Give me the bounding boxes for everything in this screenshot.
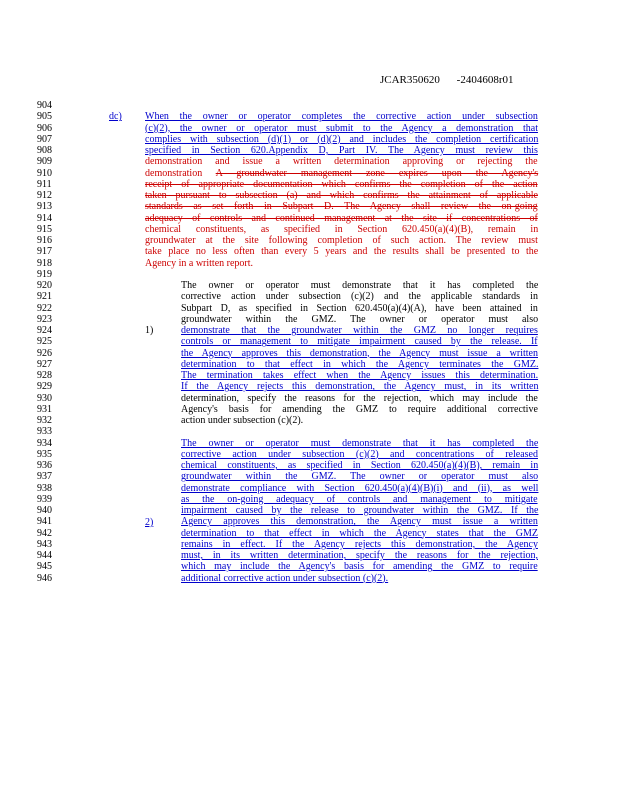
- item2_lines-line: impairment caused by the release to groundwater within the GMZ. If the: [181, 505, 539, 516]
- item1_lines-line: If the Agency rejects this demonstration, the Agency must, in its written: [181, 381, 539, 393]
- line-number: 912: [37, 190, 52, 201]
- item1_lines-line: demonstrate that the groundwater within the GMZ no longer requires: [181, 325, 538, 336]
- line-numbers: [37, 100, 52, 584]
- item1_lines-line: The owner or operator must demonstrate that it has completed the: [181, 280, 539, 291]
- para_lines-line: groundwater at the site following completion of such action. The review must: [145, 235, 538, 246]
- line-number: 920: [37, 280, 52, 291]
- item1_lines-line: determination to that effect in which the Agency terminates the GMZ.: [181, 358, 539, 370]
- item2_lines-line: additional corrective action under subsection (c)(2).: [181, 572, 389, 584]
- para_lines-line: (c)(2), the owner or operator must submit to the Agency a demonstration that: [145, 122, 538, 134]
- line-number: 937: [37, 471, 52, 483]
- line-number: 939: [37, 493, 52, 505]
- item1_lines-line: groundwater within the GMZ. The owner or operator must also: [181, 313, 539, 325]
- para_lines-line: When the owner or operator completes the corrective action under subsection: [145, 111, 538, 123]
- item2_lines-line: Agency approves this demonstration, the Agency must issue a written: [181, 516, 538, 528]
- line-number: 936: [37, 460, 52, 471]
- item2_lines-line: chemical constituents, as specified in Section 620.450(a)(4)(B), remain in: [181, 460, 539, 471]
- item2-label: 2): [145, 517, 154, 528]
- line-number: 927: [37, 358, 52, 370]
- header-doc-id: -2404608r01: [456, 74, 514, 86]
- document-header: [380, 74, 527, 86]
- line-number: 933: [37, 426, 52, 438]
- header-code: JCAR350620: [380, 74, 440, 86]
- line-number: 931: [37, 403, 52, 415]
- line-number: 915: [37, 223, 52, 235]
- para_lines-line: demonstration A groundwater management zone expires upon the Agency's: [145, 167, 539, 179]
- para_lines-line: adequacy of controls and continued management at the site if concentrations of: [145, 212, 538, 224]
- item2_lines-line: demonstrate compliance with Section 620.450(a)(4)(B)(i) and (ii), as well: [181, 482, 539, 494]
- item1_lines-line: Subpart D, as specified in Section 620.450(a)(4)(A), have been attained in: [181, 302, 538, 314]
- line-number: 926: [37, 347, 52, 359]
- item2_lines-line: determination to that effect in which the Agency states that the GMZ: [181, 527, 539, 539]
- item1_lines-line: determination, specify the reasons for the rejection, which may include the: [181, 392, 538, 404]
- line-number: 909: [37, 156, 52, 168]
- line-number: 906: [37, 122, 52, 134]
- para_lines-line: taken pursuant to subsection (a) and which confirms the attainment of applicable: [145, 190, 538, 201]
- line-number: 943: [37, 538, 52, 550]
- item1_lines-line: controls or management to mitigate impairment caused by the release. If: [181, 336, 538, 348]
- item2_lines-line: must, in its written determination, specify the reasons for the rejection,: [181, 550, 538, 561]
- line-number: 911: [37, 178, 52, 190]
- line-number: 918: [37, 257, 52, 269]
- item2_lines-line: The owner or operator must demonstrate that it has completed the: [181, 437, 539, 449]
- line-number: 921: [37, 291, 52, 303]
- item1-label: 1): [145, 325, 154, 336]
- item2_lines-line: which may include the Agency's basis for amending the GMZ to require: [181, 561, 538, 573]
- item2_lines-line: groundwater within the GMZ. The owner or operator must also: [181, 471, 539, 483]
- line-number: 910: [37, 167, 52, 179]
- item2_lines-line: corrective action under subsection (c)(2) and concentrations of released: [181, 448, 538, 460]
- line-number: 905: [37, 111, 52, 123]
- line-number: 924: [37, 325, 52, 336]
- line-number: 941: [37, 516, 52, 528]
- para_lines-line: receipt of appropriate documentation which confirms the completion of the action: [145, 178, 538, 190]
- paragraph-label: dc): [109, 111, 122, 123]
- item1_lines-line: the Agency approves this demonstration, the Agency must issue a written: [181, 347, 538, 359]
- line-number: 946: [37, 572, 52, 584]
- line-number: 928: [37, 370, 52, 381]
- item1_lines-line: Agency's basis for amending the GMZ to require additional corrective: [181, 403, 538, 415]
- line-number: 925: [37, 336, 52, 348]
- para_lines-line: chemical constituents, as specified in Section 620.450(a)(4)(B), remain in: [145, 223, 539, 235]
- line-number: 917: [37, 246, 52, 258]
- para_lines-line: Agency in a written report.: [145, 257, 254, 269]
- line-number: 930: [37, 392, 52, 404]
- line-number: 942: [37, 527, 52, 539]
- line-number: 913: [37, 201, 52, 213]
- item1_lines-line: action under subsection (c)(2).: [181, 415, 304, 426]
- line-number: 935: [37, 448, 52, 460]
- para_lines-line: standards as set forth in Subpart D. The Agency shall review the on-going: [145, 201, 538, 213]
- line-number: 940: [37, 505, 52, 516]
- item2_lines-line: remains in effect. If the Agency rejects this demonstration, the Agency: [181, 538, 538, 550]
- line-number: 929: [37, 381, 52, 393]
- line-number: 908: [37, 145, 52, 156]
- para_lines-line: complies with subsection (d)(1) or (d)(2) and includes the completion certification: [145, 133, 539, 145]
- item2_lines-line: as the on-going adequacy of controls and management to mitigate: [181, 493, 538, 505]
- item1_lines-line: The termination takes effect when the Agency issues this determination.: [181, 370, 539, 381]
- line-number: 922: [37, 302, 52, 314]
- para_lines-line: take place no less often than every 5 years and the results shall be presented to the: [145, 246, 539, 258]
- line-number: 916: [37, 235, 52, 246]
- line-number: 938: [37, 482, 52, 494]
- line-number: 907: [37, 133, 52, 145]
- line-number: 932: [37, 415, 52, 426]
- line-number: 904: [37, 100, 52, 111]
- line-number: 945: [37, 561, 52, 573]
- para_lines-line: demonstration and issue a written determination approving or rejecting the: [145, 156, 538, 168]
- item1_lines-line: corrective action under subsection (c)(2) and the applicable standards in: [181, 291, 538, 303]
- line-number: 914: [37, 212, 52, 224]
- line-number: 934: [37, 437, 52, 449]
- line-number: 944: [37, 550, 52, 561]
- line-number: 923: [37, 313, 52, 325]
- line-number: 919: [37, 268, 52, 280]
- para_lines-line: specified in Section 620.Appendix D, Part IV. The Agency must review this: [145, 145, 538, 156]
